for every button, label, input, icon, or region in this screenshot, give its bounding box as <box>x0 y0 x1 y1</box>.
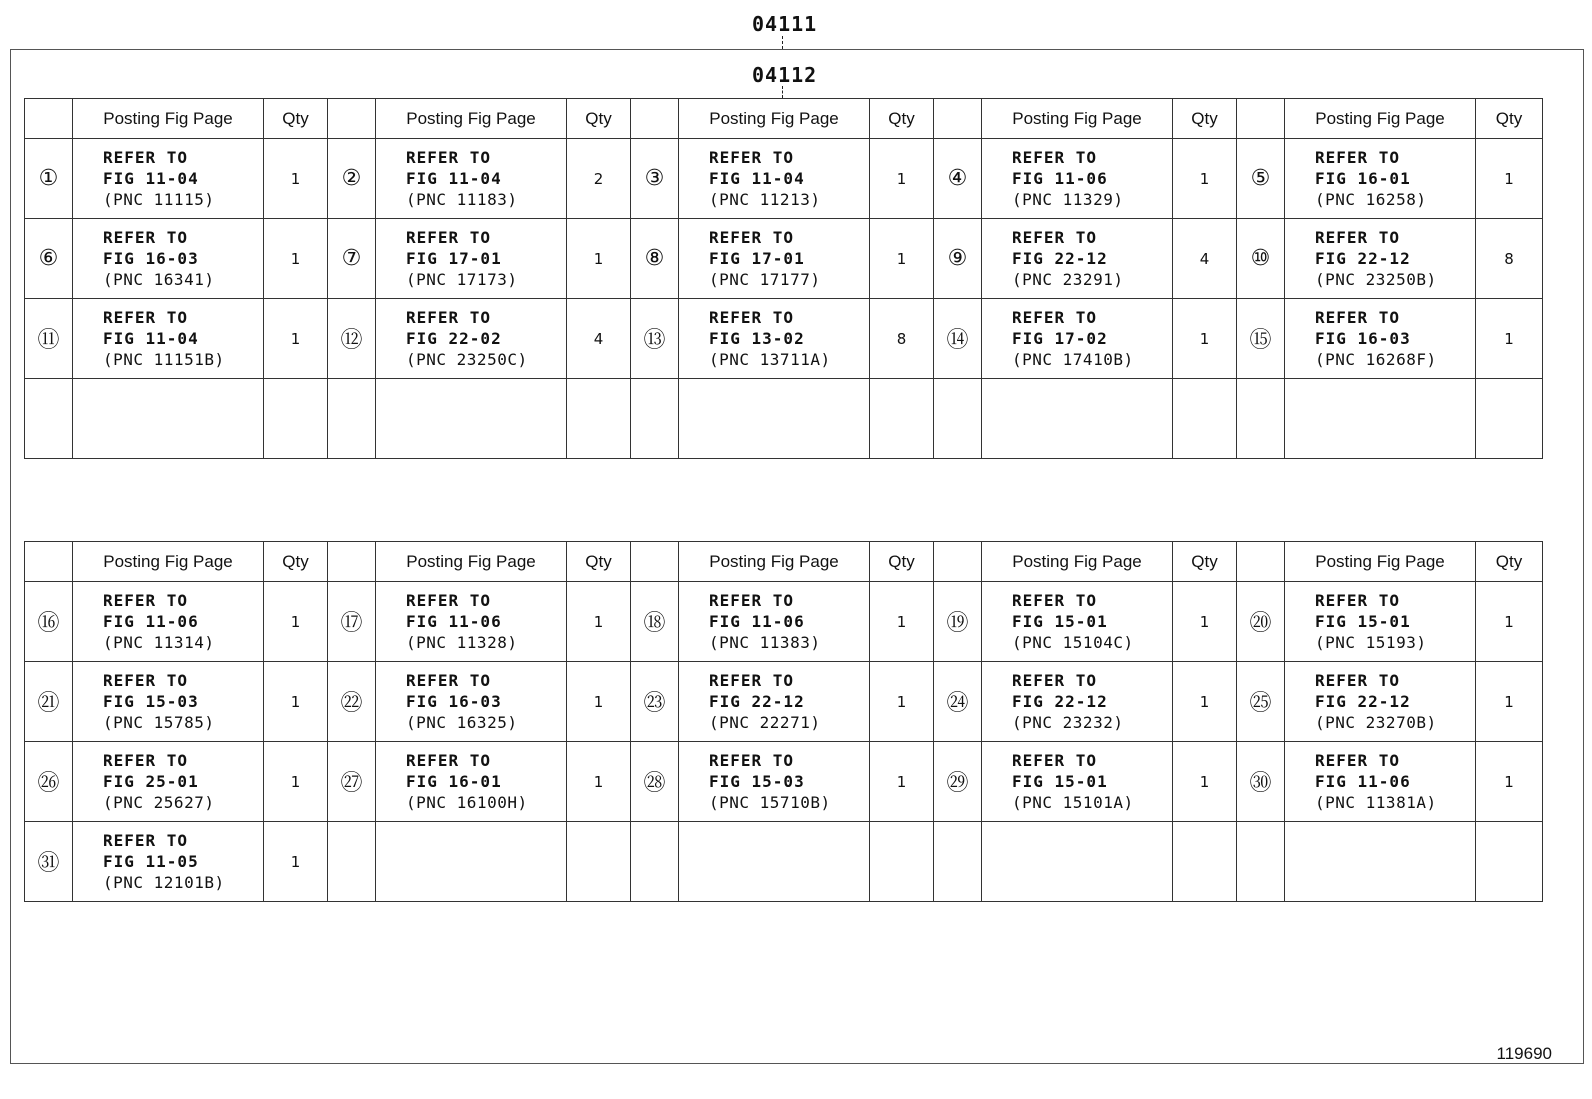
qty-cell: 1 <box>1476 662 1543 742</box>
refer-to-text: REFER TO <box>406 591 492 610</box>
item-number: ④ <box>934 139 982 219</box>
header-num-cell <box>934 542 982 582</box>
item-number: ⑯ <box>25 582 73 662</box>
reference-cell <box>73 219 264 299</box>
pnc-reference: (PNC 11329) <box>1012 190 1124 209</box>
table-row <box>25 822 1543 902</box>
fig-reference: FIG 11-04 <box>709 169 805 188</box>
table-row <box>25 379 1543 459</box>
header-qty: Qty <box>1173 99 1237 139</box>
item-number: ⑫ <box>328 299 376 379</box>
refer-to-text: REFER TO <box>1012 228 1098 247</box>
qty-cell: 1 <box>870 662 934 742</box>
pnc-reference: (PNC 15785) <box>103 713 215 732</box>
refer-to-text: REFER TO <box>709 671 795 690</box>
header-num-cell <box>25 542 73 582</box>
table-row <box>25 742 1543 822</box>
item-number: ⑥ <box>25 219 73 299</box>
item-number <box>25 379 73 459</box>
fig-reference: FIG 15-01 <box>1012 612 1108 631</box>
assembly-label-04112: 04112 <box>752 63 818 87</box>
assembly-label-04111: 04111 <box>752 12 818 36</box>
header-qty: Qty <box>1476 99 1543 139</box>
qty-cell <box>1476 379 1543 459</box>
qty-cell: 1 <box>264 822 328 902</box>
reference-cell <box>679 379 870 459</box>
fig-reference: FIG 11-06 <box>709 612 805 631</box>
fig-reference: FIG 25-01 <box>103 772 199 791</box>
qty-cell: 1 <box>264 742 328 822</box>
refer-to-text: REFER TO <box>709 751 795 770</box>
reference-cell <box>1285 139 1476 219</box>
reference-cell <box>679 662 870 742</box>
item-number: ㉙ <box>934 742 982 822</box>
fig-reference: FIG 11-06 <box>406 612 502 631</box>
header-posting-fig-page: Posting Fig Page <box>679 542 870 582</box>
item-number: ㉒ <box>328 662 376 742</box>
pnc-reference: (PNC 17410B) <box>1012 350 1134 369</box>
qty-cell: 1 <box>870 582 934 662</box>
header-num-cell <box>934 99 982 139</box>
refer-to-text: REFER TO <box>1012 591 1098 610</box>
refer-to-text: REFER TO <box>1315 671 1401 690</box>
refer-to-text: REFER TO <box>406 308 492 327</box>
pnc-reference: (PNC 23232) <box>1012 713 1124 732</box>
pnc-reference: (PNC 17173) <box>406 270 518 289</box>
fig-reference: FIG 15-03 <box>103 692 199 711</box>
reference-cell <box>982 822 1173 902</box>
qty-cell: 1 <box>1173 742 1237 822</box>
fig-reference: FIG 16-01 <box>406 772 502 791</box>
header-num-cell <box>631 542 679 582</box>
refer-to-text: REFER TO <box>709 591 795 610</box>
header-posting-fig-page: Posting Fig Page <box>982 99 1173 139</box>
refer-to-text: REFER TO <box>1315 148 1401 167</box>
fig-reference: FIG 15-03 <box>709 772 805 791</box>
reference-cell <box>73 139 264 219</box>
qty-cell <box>1173 379 1237 459</box>
table-row <box>25 219 1543 299</box>
header-posting-fig-page: Posting Fig Page <box>1285 99 1476 139</box>
reference-cell <box>982 662 1173 742</box>
fig-reference: FIG 22-02 <box>406 329 502 348</box>
reference-cell <box>376 822 567 902</box>
qty-cell: 1 <box>1476 582 1543 662</box>
pnc-reference: (PNC 11183) <box>406 190 518 209</box>
reference-cell <box>982 582 1173 662</box>
reference-cell <box>679 822 870 902</box>
header-posting-fig-page: Posting Fig Page <box>679 99 870 139</box>
pnc-reference: (PNC 17177) <box>709 270 821 289</box>
pnc-reference: (PNC 25627) <box>103 793 215 812</box>
qty-cell: 1 <box>1476 139 1543 219</box>
reference-cell <box>1285 219 1476 299</box>
fig-reference: FIG 11-04 <box>103 169 199 188</box>
qty-cell: 1 <box>264 219 328 299</box>
refer-to-text: REFER TO <box>103 751 189 770</box>
reference-cell <box>982 299 1173 379</box>
item-number: ㉔ <box>934 662 982 742</box>
header-qty: Qty <box>870 542 934 582</box>
header-row <box>25 542 1543 582</box>
qty-cell <box>870 379 934 459</box>
reference-cell <box>982 742 1173 822</box>
header-posting-fig-page: Posting Fig Page <box>1285 542 1476 582</box>
qty-cell: 1 <box>567 219 631 299</box>
reference-cell <box>679 299 870 379</box>
item-number: ⑱ <box>631 582 679 662</box>
header-qty: Qty <box>1476 542 1543 582</box>
qty-cell: 1 <box>870 742 934 822</box>
reference-cell <box>73 582 264 662</box>
header-posting-fig-page: Posting Fig Page <box>376 542 567 582</box>
refer-to-text: REFER TO <box>1315 228 1401 247</box>
header-qty: Qty <box>567 542 631 582</box>
pnc-reference: (PNC 11328) <box>406 633 518 652</box>
pnc-reference: (PNC 16258) <box>1315 190 1427 209</box>
item-number: ⑧ <box>631 219 679 299</box>
pnc-reference: (PNC 23291) <box>1012 270 1124 289</box>
fig-reference: FIG 16-01 <box>1315 169 1411 188</box>
item-number: ⑩ <box>1237 219 1285 299</box>
item-number: ⑭ <box>934 299 982 379</box>
qty-cell: 2 <box>567 139 631 219</box>
fig-reference: FIG 11-05 <box>103 852 199 871</box>
pnc-reference: (PNC 11213) <box>709 190 821 209</box>
item-number: ① <box>25 139 73 219</box>
reference-cell <box>1285 822 1476 902</box>
reference-cell <box>73 299 264 379</box>
qty-cell: 1 <box>870 219 934 299</box>
item-number: ⑪ <box>25 299 73 379</box>
pnc-reference: (PNC 16325) <box>406 713 518 732</box>
header-qty: Qty <box>1173 542 1237 582</box>
qty-cell: 1 <box>567 742 631 822</box>
pnc-reference: (PNC 16341) <box>103 270 215 289</box>
qty-cell: 1 <box>1173 662 1237 742</box>
item-number: ⑤ <box>1237 139 1285 219</box>
fig-reference: FIG 15-01 <box>1012 772 1108 791</box>
reference-cell <box>73 662 264 742</box>
item-number: ㉗ <box>328 742 376 822</box>
qty-cell <box>567 379 631 459</box>
pnc-reference: (PNC 11115) <box>103 190 215 209</box>
qty-cell: 1 <box>567 582 631 662</box>
fig-reference: FIG 17-01 <box>406 249 502 268</box>
header-posting-fig-page: Posting Fig Page <box>982 542 1173 582</box>
fig-reference: FIG 11-06 <box>103 612 199 631</box>
upper-reference-table <box>24 98 1543 459</box>
fig-reference: FIG 11-04 <box>103 329 199 348</box>
item-number: ⑲ <box>934 582 982 662</box>
reference-cell <box>1285 582 1476 662</box>
reference-cell <box>376 379 567 459</box>
qty-cell: 1 <box>1173 139 1237 219</box>
header-posting-fig-page: Posting Fig Page <box>73 99 264 139</box>
fig-reference: FIG 17-02 <box>1012 329 1108 348</box>
fig-reference: FIG 11-04 <box>406 169 502 188</box>
header-qty: Qty <box>264 99 328 139</box>
reference-cell <box>376 662 567 742</box>
item-number: ③ <box>631 139 679 219</box>
item-number: ㉕ <box>1237 662 1285 742</box>
fig-reference: FIG 16-03 <box>103 249 199 268</box>
pnc-reference: (PNC 15104C) <box>1012 633 1134 652</box>
header-num-cell <box>631 99 679 139</box>
qty-cell <box>567 822 631 902</box>
table-row <box>25 299 1543 379</box>
item-number: ㉖ <box>25 742 73 822</box>
item-number <box>328 822 376 902</box>
item-number: ㉓ <box>631 662 679 742</box>
refer-to-text: REFER TO <box>406 228 492 247</box>
qty-cell <box>1173 822 1237 902</box>
pnc-reference: (PNC 11314) <box>103 633 215 652</box>
refer-to-text: REFER TO <box>709 308 795 327</box>
reference-cell <box>73 379 264 459</box>
qty-cell: 1 <box>264 299 328 379</box>
qty-cell: 1 <box>1476 742 1543 822</box>
qty-cell: 1 <box>567 662 631 742</box>
item-number: ⑰ <box>328 582 376 662</box>
header-num-cell <box>1237 542 1285 582</box>
qty-cell: 4 <box>567 299 631 379</box>
item-number: ② <box>328 139 376 219</box>
reference-cell <box>982 219 1173 299</box>
fig-reference: FIG 17-01 <box>709 249 805 268</box>
leader-line-outer <box>782 36 783 49</box>
reference-cell <box>679 582 870 662</box>
pnc-reference: (PNC 13711A) <box>709 350 831 369</box>
item-number: ⑬ <box>631 299 679 379</box>
fig-reference: FIG 16-03 <box>406 692 502 711</box>
pnc-reference: (PNC 11381A) <box>1315 793 1437 812</box>
item-number <box>934 379 982 459</box>
reference-cell <box>679 742 870 822</box>
reference-cell <box>982 379 1173 459</box>
reference-cell <box>679 139 870 219</box>
refer-to-text: REFER TO <box>1012 751 1098 770</box>
refer-to-text: REFER TO <box>103 228 189 247</box>
item-number <box>631 822 679 902</box>
header-num-cell <box>1237 99 1285 139</box>
refer-to-text: REFER TO <box>1012 671 1098 690</box>
item-number <box>631 379 679 459</box>
pnc-reference: (PNC 11383) <box>709 633 821 652</box>
reference-cell <box>376 742 567 822</box>
header-posting-fig-page: Posting Fig Page <box>73 542 264 582</box>
fig-reference: FIG 16-03 <box>1315 329 1411 348</box>
pnc-reference: (PNC 15710B) <box>709 793 831 812</box>
qty-cell: 1 <box>1173 582 1237 662</box>
pnc-reference: (PNC 12101B) <box>103 873 225 892</box>
pnc-reference: (PNC 23270B) <box>1315 713 1437 732</box>
fig-reference: FIG 22-12 <box>1315 692 1411 711</box>
qty-cell: 8 <box>1476 219 1543 299</box>
reference-cell <box>376 299 567 379</box>
qty-cell: 1 <box>1476 299 1543 379</box>
refer-to-text: REFER TO <box>1012 148 1098 167</box>
item-number: ⑳ <box>1237 582 1285 662</box>
refer-to-text: REFER TO <box>103 148 189 167</box>
refer-to-text: REFER TO <box>1315 308 1401 327</box>
header-num-cell <box>328 99 376 139</box>
item-number: ㉛ <box>25 822 73 902</box>
reference-cell <box>1285 379 1476 459</box>
pnc-reference: (PNC 22271) <box>709 713 821 732</box>
lower-reference-table <box>24 541 1543 902</box>
qty-cell: 4 <box>1173 219 1237 299</box>
refer-to-text: REFER TO <box>406 148 492 167</box>
qty-cell <box>870 822 934 902</box>
header-row <box>25 99 1543 139</box>
item-number <box>1237 822 1285 902</box>
qty-cell: 1 <box>1173 299 1237 379</box>
refer-to-text: REFER TO <box>709 228 795 247</box>
table-row <box>25 139 1543 219</box>
item-number <box>328 379 376 459</box>
pnc-reference: (PNC 23250B) <box>1315 270 1437 289</box>
item-number <box>1237 379 1285 459</box>
reference-cell <box>679 219 870 299</box>
refer-to-text: REFER TO <box>103 591 189 610</box>
qty-cell <box>264 379 328 459</box>
header-num-cell <box>25 99 73 139</box>
refer-to-text: REFER TO <box>406 671 492 690</box>
pnc-reference: (PNC 23250C) <box>406 350 528 369</box>
fig-reference: FIG 22-12 <box>709 692 805 711</box>
refer-to-text: REFER TO <box>1315 751 1401 770</box>
reference-cell <box>73 822 264 902</box>
fig-reference: FIG 22-12 <box>1315 249 1411 268</box>
header-qty: Qty <box>264 542 328 582</box>
figure-number: 119690 <box>1496 1044 1552 1063</box>
table-row <box>25 662 1543 742</box>
pnc-reference: (PNC 11151B) <box>103 350 225 369</box>
pnc-reference: (PNC 16100H) <box>406 793 528 812</box>
table-row <box>25 582 1543 662</box>
fig-reference: FIG 22-12 <box>1012 249 1108 268</box>
refer-to-text: REFER TO <box>103 831 189 850</box>
header-qty: Qty <box>870 99 934 139</box>
refer-to-text: REFER TO <box>709 148 795 167</box>
pnc-reference: (PNC 15101A) <box>1012 793 1134 812</box>
pnc-reference: (PNC 15193) <box>1315 633 1427 652</box>
header-qty: Qty <box>567 99 631 139</box>
fig-reference: FIG 15-01 <box>1315 612 1411 631</box>
fig-reference: FIG 13-02 <box>709 329 805 348</box>
reference-cell <box>1285 742 1476 822</box>
item-number: ⑨ <box>934 219 982 299</box>
item-number <box>934 822 982 902</box>
fig-reference: FIG 22-12 <box>1012 692 1108 711</box>
fig-reference: FIG 11-06 <box>1012 169 1108 188</box>
qty-cell: 1 <box>264 582 328 662</box>
reference-cell <box>1285 299 1476 379</box>
item-number: ⑮ <box>1237 299 1285 379</box>
item-number: ㉚ <box>1237 742 1285 822</box>
reference-cell <box>982 139 1173 219</box>
header-posting-fig-page: Posting Fig Page <box>376 99 567 139</box>
leader-line-inner <box>782 86 783 98</box>
reference-cell <box>376 219 567 299</box>
reference-cell <box>1285 662 1476 742</box>
refer-to-text: REFER TO <box>103 671 189 690</box>
item-number: ㉑ <box>25 662 73 742</box>
refer-to-text: REFER TO <box>103 308 189 327</box>
refer-to-text: REFER TO <box>1315 591 1401 610</box>
item-number: ㉘ <box>631 742 679 822</box>
qty-cell: 8 <box>870 299 934 379</box>
header-num-cell <box>328 542 376 582</box>
qty-cell: 1 <box>264 662 328 742</box>
reference-cell <box>376 139 567 219</box>
reference-cell <box>376 582 567 662</box>
refer-to-text: REFER TO <box>406 751 492 770</box>
qty-cell: 1 <box>870 139 934 219</box>
reference-cell <box>73 742 264 822</box>
fig-reference: FIG 11-06 <box>1315 772 1411 791</box>
item-number: ⑦ <box>328 219 376 299</box>
qty-cell: 1 <box>264 139 328 219</box>
qty-cell <box>1476 822 1543 902</box>
refer-to-text: REFER TO <box>1012 308 1098 327</box>
pnc-reference: (PNC 16268F) <box>1315 350 1437 369</box>
